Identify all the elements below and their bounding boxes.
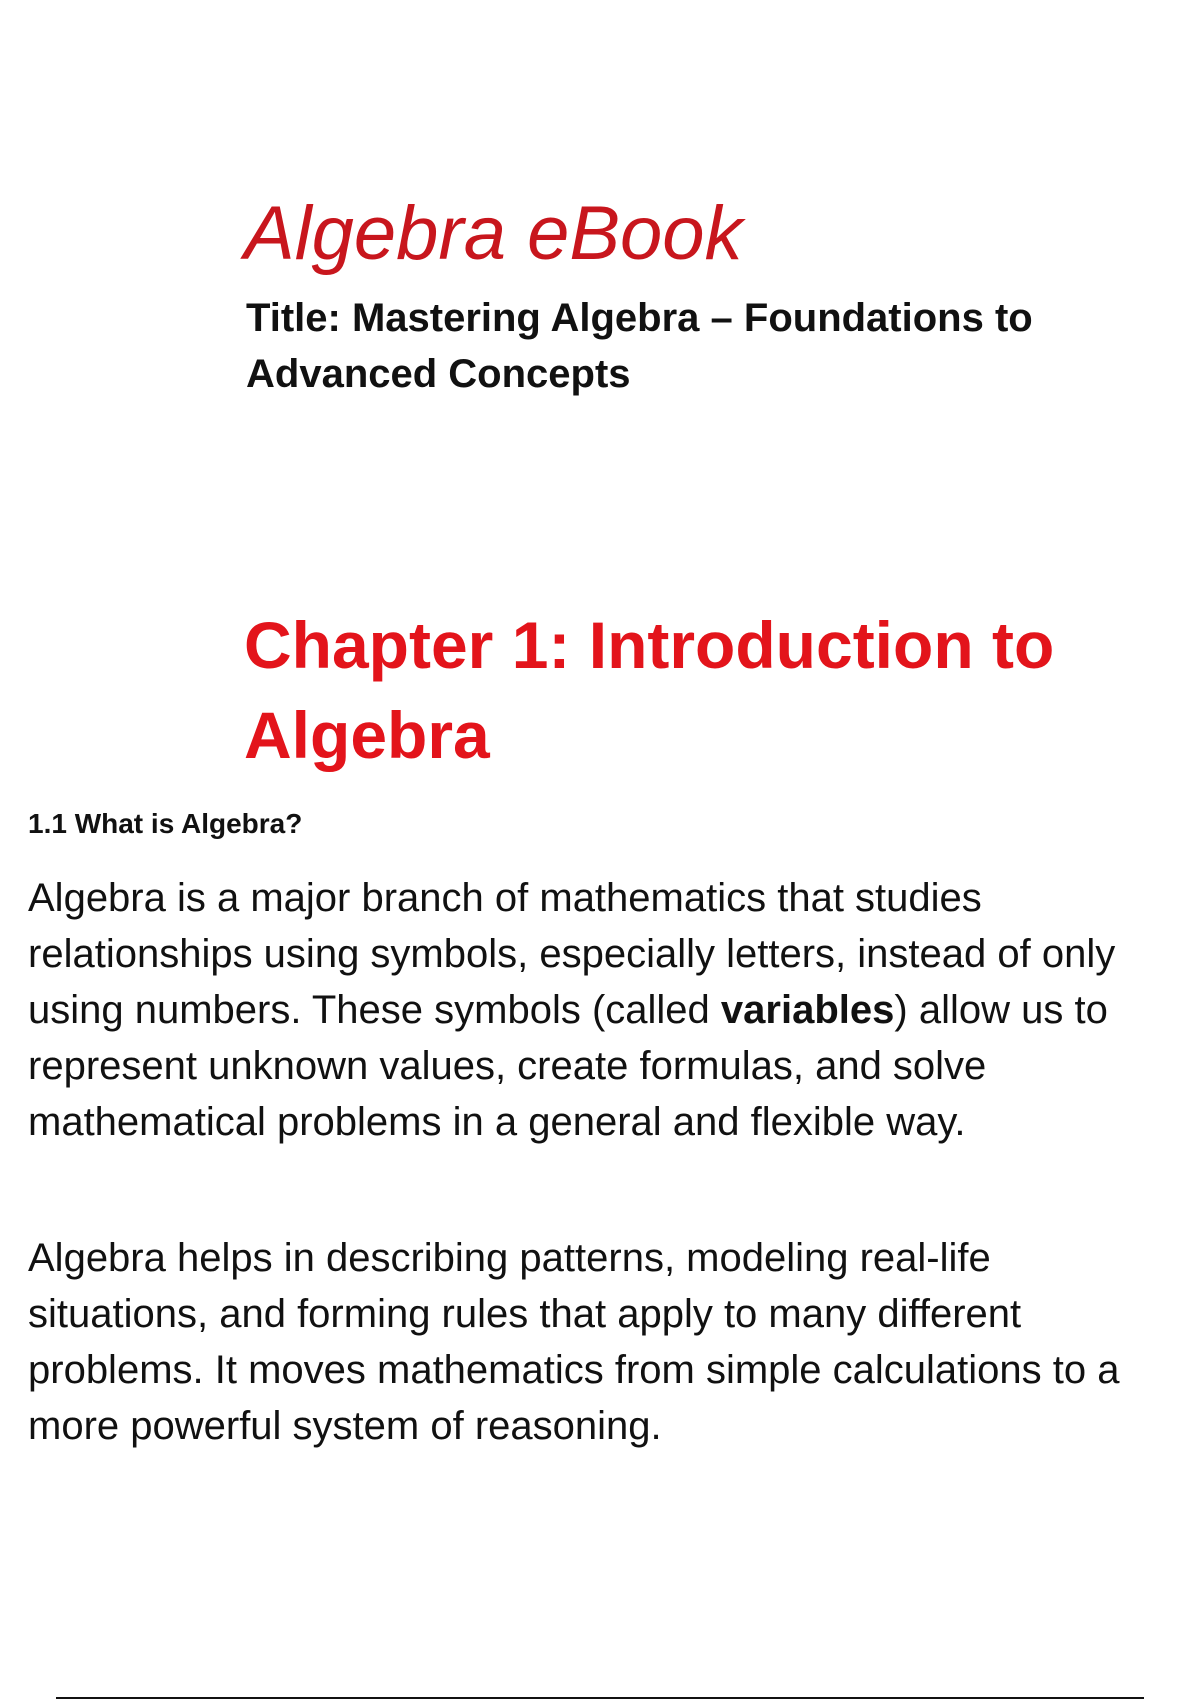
subtitle-line-1: Title: Mastering Algebra – Foundations to — [246, 296, 1033, 340]
variables-term: variables — [720, 988, 895, 1032]
section-heading: 1.1 What is Algebra? — [28, 808, 303, 839]
chapter-title-line-1: Chapter 1: Introduction to — [244, 608, 1055, 682]
paragraph-1-text-start: Algebra is a major branch of mathematics that studies relationships using symbols, especially letters, instead of only using numbers. These symbols (called — [28, 876, 1116, 1032]
paragraph-1-text-end: ) allow us to represent unknown values, create formulas, and solve mathematical problems in a general and flexible way. — [28, 988, 1108, 1144]
chapter-title-line-2: Algebra — [244, 698, 490, 772]
subtitle-line-2: Advanced Concepts — [246, 352, 631, 396]
book-subtitle — [246, 290, 1126, 402]
chapter-title — [244, 600, 1144, 780]
paragraph-what-is-algebra — [28, 870, 1168, 1150]
book-title: Algebra eBook — [244, 191, 743, 276]
paragraph-algebra-uses: Algebra helps in describing patterns, modeling real-life situations, and forming rules that apply to many different problems. It moves mathematics from simple calculations to a more powerful system of reasoning. — [28, 1236, 1120, 1448]
page-bottom-rule — [56, 1697, 1144, 1699]
